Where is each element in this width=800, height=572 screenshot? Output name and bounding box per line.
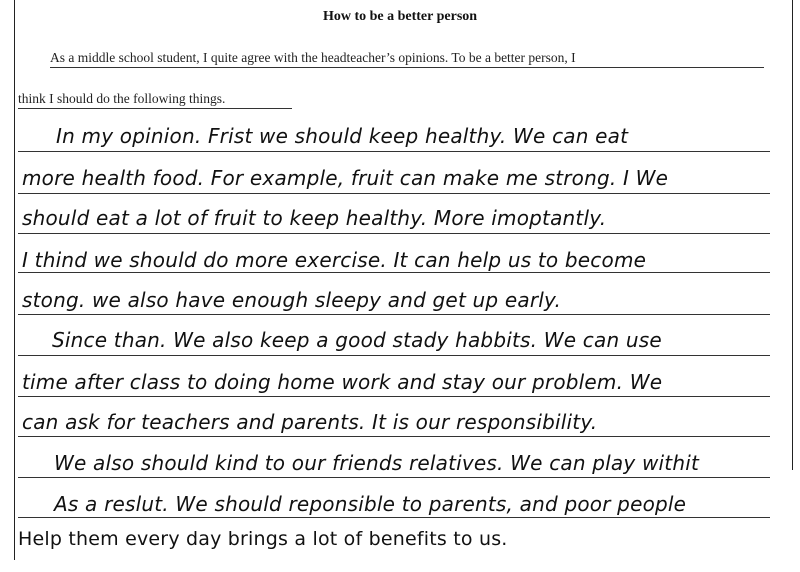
essay-line-10: As a reslut. We should reponsible to parents, and poor people <box>54 492 687 516</box>
writing-rule-3 <box>18 233 770 234</box>
writing-rule-2 <box>18 193 770 194</box>
prompt-underline-1 <box>50 67 764 68</box>
writing-rule-4 <box>18 272 770 273</box>
essay-line-8: can ask for teachers and parents. It is our responsibility. <box>22 410 598 434</box>
writing-rule-9 <box>18 477 770 478</box>
sheet-right-border <box>792 0 793 470</box>
sheet-left-border <box>14 0 15 560</box>
essay-line-9: We also should kind to our friends relatives. We can play withit <box>54 451 700 475</box>
essay-line-11: Help them every day brings a lot of benefits to us. <box>18 528 508 550</box>
essay-line-3: should eat a lot of fruit to keep healthy. More imoptantly. <box>22 206 607 230</box>
essay-line-7: time after class to doing home work and stay our problem. We <box>22 370 663 394</box>
prompt-line-1: As a middle school student, I quite agree with the headteacher’s opinions. To be a better person, I <box>50 50 576 65</box>
essay-line-1: In my opinion. Frist we should keep healthy. We can eat <box>56 124 629 148</box>
essay-line-6: Since than. We also keep a good stady habbits. We can use <box>52 328 662 352</box>
essay-line-4: I thind we should do more exercise. It can help us to become <box>22 248 647 272</box>
writing-rule-6 <box>18 355 770 356</box>
prompt-line-2: think I should do the following things. <box>18 91 226 106</box>
essay-title: How to be a better person <box>322 9 478 24</box>
writing-rule-1 <box>18 151 770 152</box>
writing-rule-10 <box>18 517 770 518</box>
essay-line-2: more health food. For example, fruit can make me strong. I We <box>22 166 669 190</box>
writing-rule-7 <box>18 396 770 397</box>
writing-rule-8 <box>18 436 770 437</box>
essay-line-5: stong. we also have enough sleepy and get up early. <box>22 288 562 312</box>
writing-rule-5 <box>18 314 770 315</box>
prompt-underline-2 <box>18 108 292 109</box>
